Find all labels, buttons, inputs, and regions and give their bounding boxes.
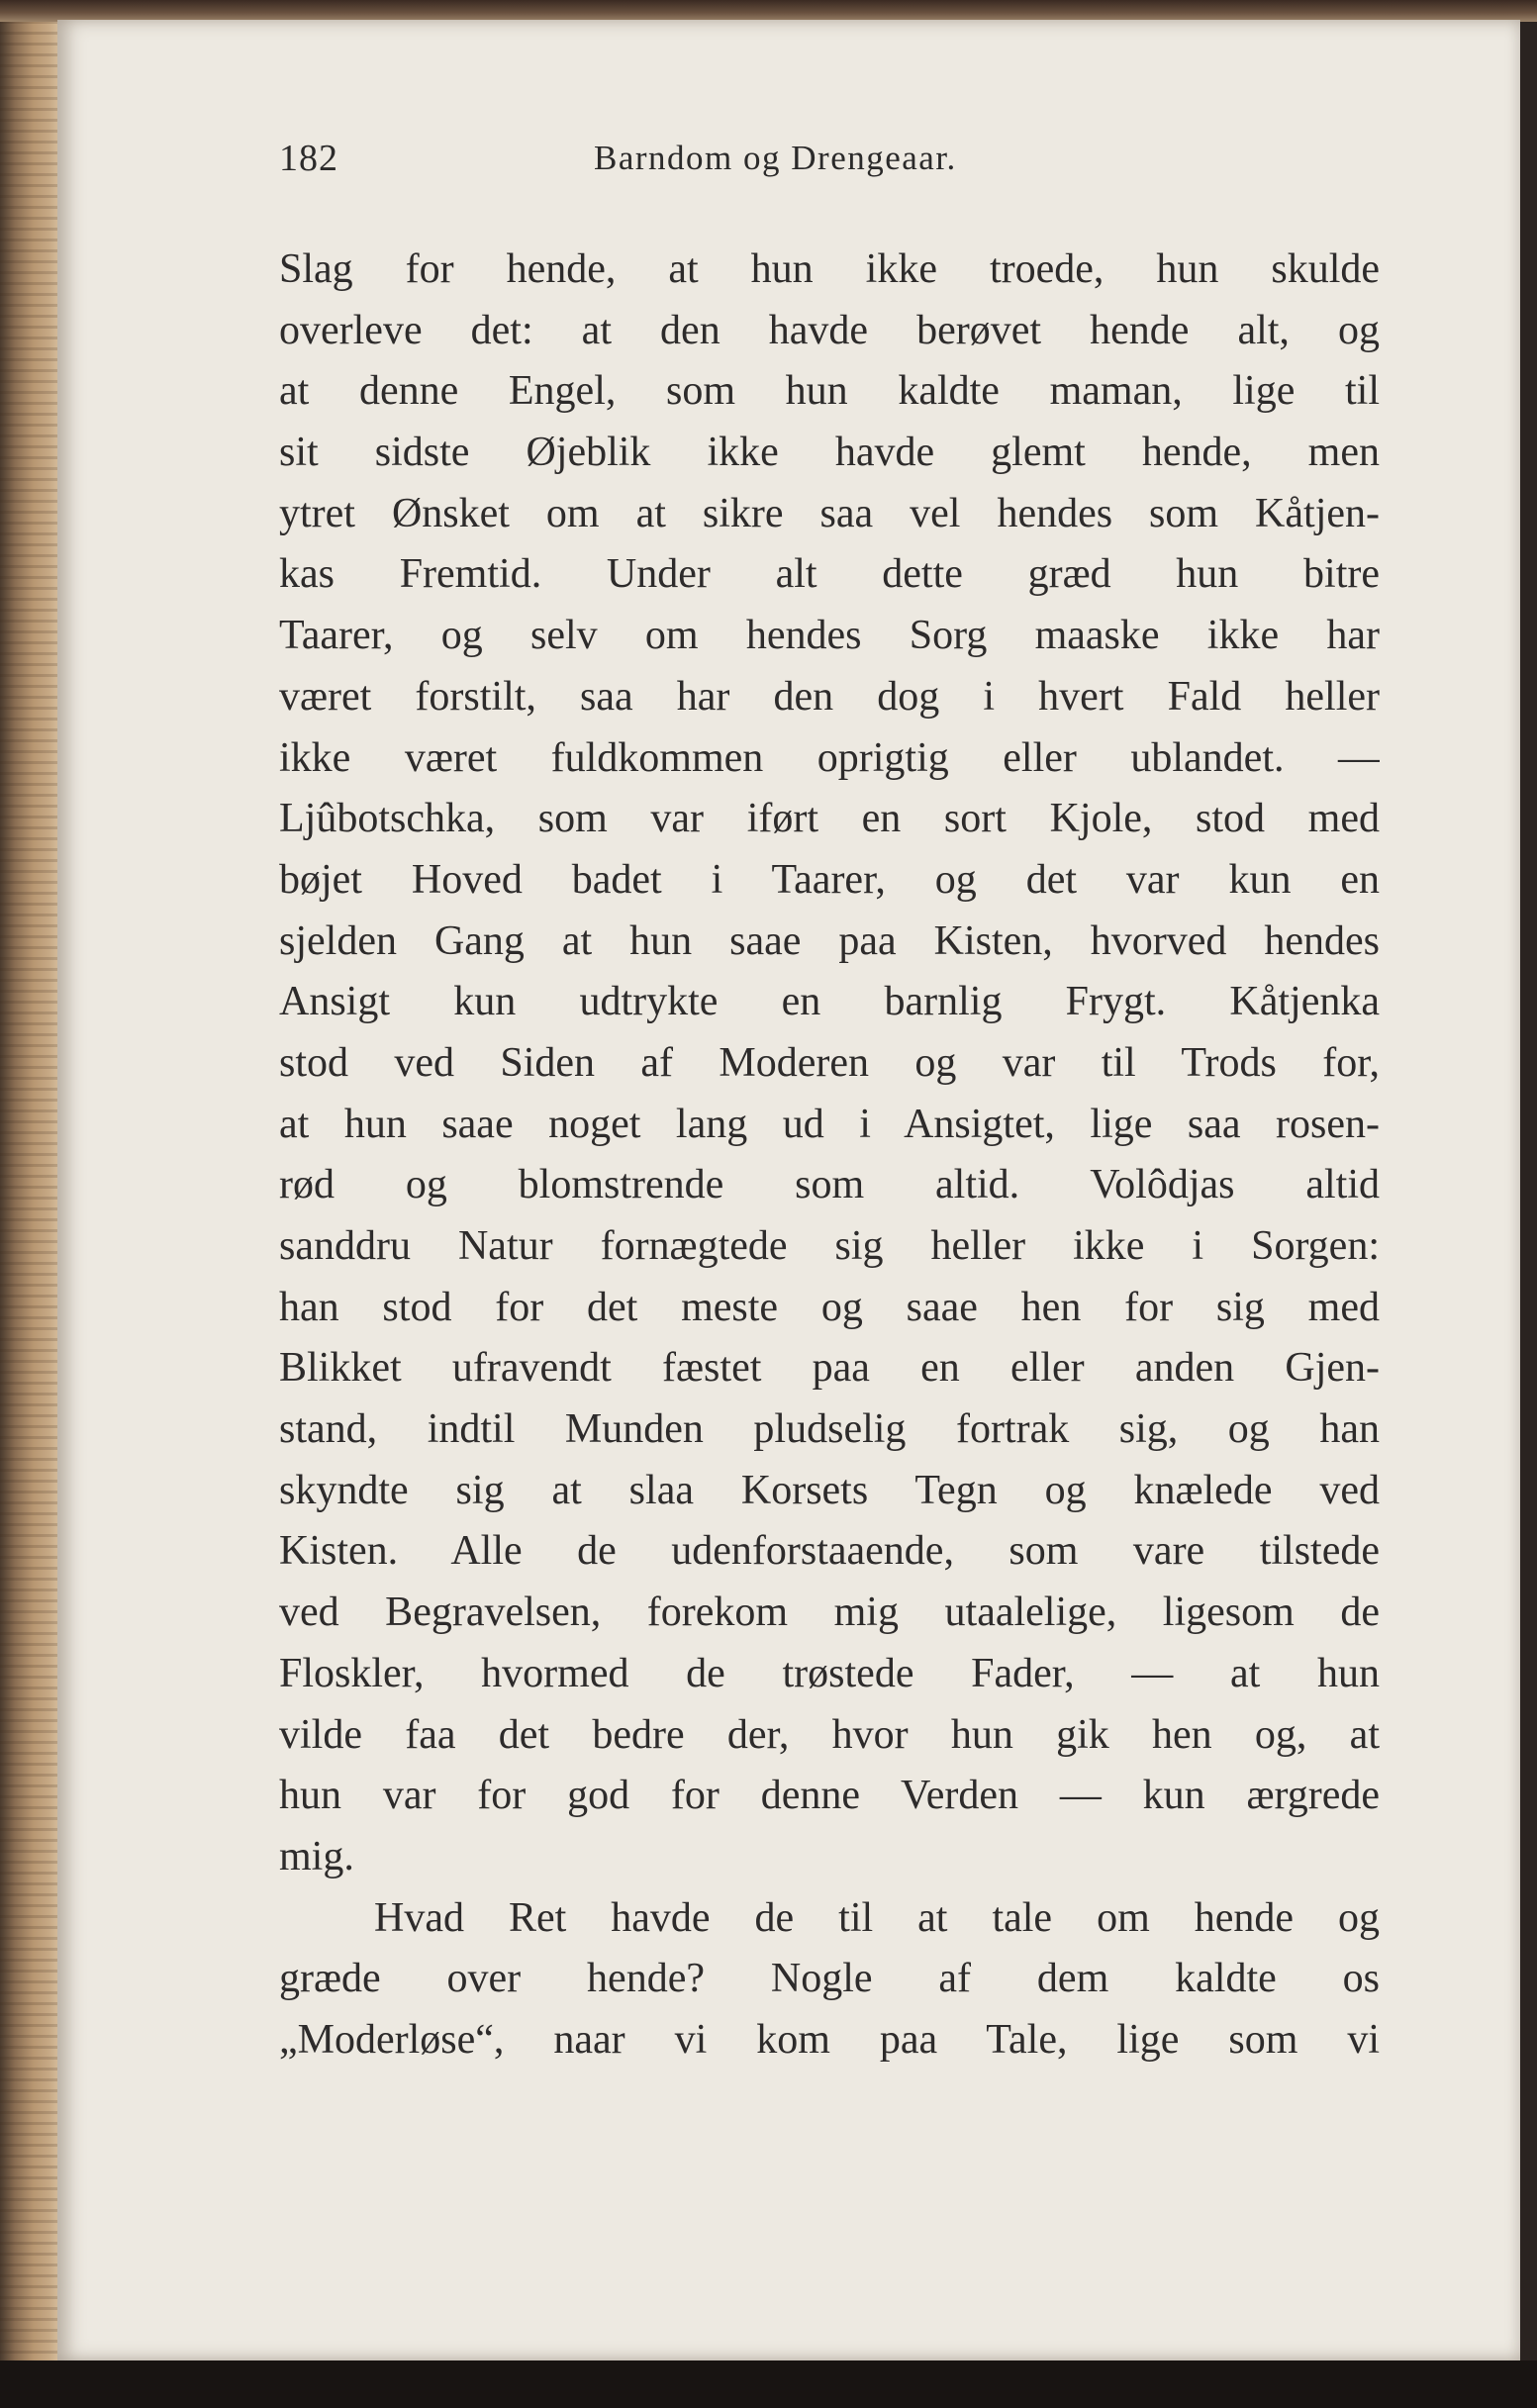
text-line: sjelden Gang at hun saae paa Kisten, hvorved hendes	[279, 917, 1380, 964]
body-text	[279, 240, 1380, 2071]
running-head	[279, 137, 1397, 186]
book-fore-edge	[0, 10, 61, 2365]
text-line: at hun saae noget lang ud i Ansigtet, lige saa rosen-	[279, 1101, 1380, 1147]
running-title: Barndom og Drengeaar.	[594, 139, 957, 177]
text-line: Ansigt kun udtrykte en barnlig Frygt. Kåtjenka	[279, 979, 1380, 1025]
text-line: hun var for god for denne Verden — kun ærgrede	[279, 1773, 1380, 1819]
text-line: „Moderløse“, naar vi kom paa Tale, lige som vi	[279, 2016, 1380, 2063]
text-line: ytret Ønsket om at sikre saa vel hendes som Kåtjen-	[279, 490, 1380, 536]
text-line: sit sidste Øjeblik ikke havde glemt hende, men	[279, 430, 1380, 476]
text-line: ikke været fuldkommen oprigtig eller ublandet. —	[279, 734, 1380, 781]
text-line: han stod for det meste og saae hen for sig med	[279, 1284, 1380, 1330]
page-number: 182	[279, 138, 338, 179]
text-line: Floskler, hvormed de trøstede Fader, — at hun	[279, 1650, 1380, 1696]
text-line: sanddru Natur fornægtede sig heller ikke i Sorgen:	[279, 1223, 1380, 1269]
text-line: bøjet Hoved badet i Taarer, og det var kun en	[279, 856, 1380, 903]
text-line: at denne Engel, som hun kaldte maman, lige til	[279, 368, 1380, 415]
text-line: rød og blomstrende som altid. Volôdjas altid	[279, 1162, 1380, 1208]
text-line: græde over hende? Nogle af dem kaldte os	[279, 1956, 1380, 2002]
text-line: stand, indtil Munden pludselig fortrak sig, og han	[279, 1406, 1380, 1453]
paragraph-start-line: Hvad Ret havde de til at tale om hende og	[374, 1894, 1380, 1941]
text-line: vilde faa det bedre der, hvor hun gik hen og, at	[279, 1711, 1380, 1758]
text-line: Ljûbotschka, som var iført en sort Kjole, stod med	[279, 796, 1380, 842]
text-line: Blikket ufravendt fæstet paa en eller anden Gjen-	[279, 1345, 1380, 1392]
text-line: Slag for hende, at hun ikke troede, hun skulde	[279, 246, 1380, 292]
text-line: været forstilt, saa har den dog i hvert Fald heller	[279, 673, 1380, 720]
text-line: kas Fremtid. Under alt dette græd hun bitre	[279, 551, 1380, 598]
text-line: Taarer, og selv om hendes Sorg maaske ikke har	[279, 613, 1380, 659]
text-line: stod ved Siden af Moderen og var til Trods for,	[279, 1039, 1380, 1086]
text-line: skyndte sig at slaa Korsets Tegn og knælede ved	[279, 1467, 1380, 1513]
book-bottom-edge	[0, 2360, 1537, 2408]
text-line: Kisten. Alle de udenforstaaende, som vare tilstede	[279, 1528, 1380, 1575]
text-line: ved Begravelsen, forekom mig utaalelige, ligesom de	[279, 1589, 1380, 1636]
text-line: overleve det: at den havde berøvet hende alt, og	[279, 307, 1380, 353]
paragraph-end-line: mig.	[279, 1833, 354, 1879]
book-top-edge	[0, 0, 1537, 22]
